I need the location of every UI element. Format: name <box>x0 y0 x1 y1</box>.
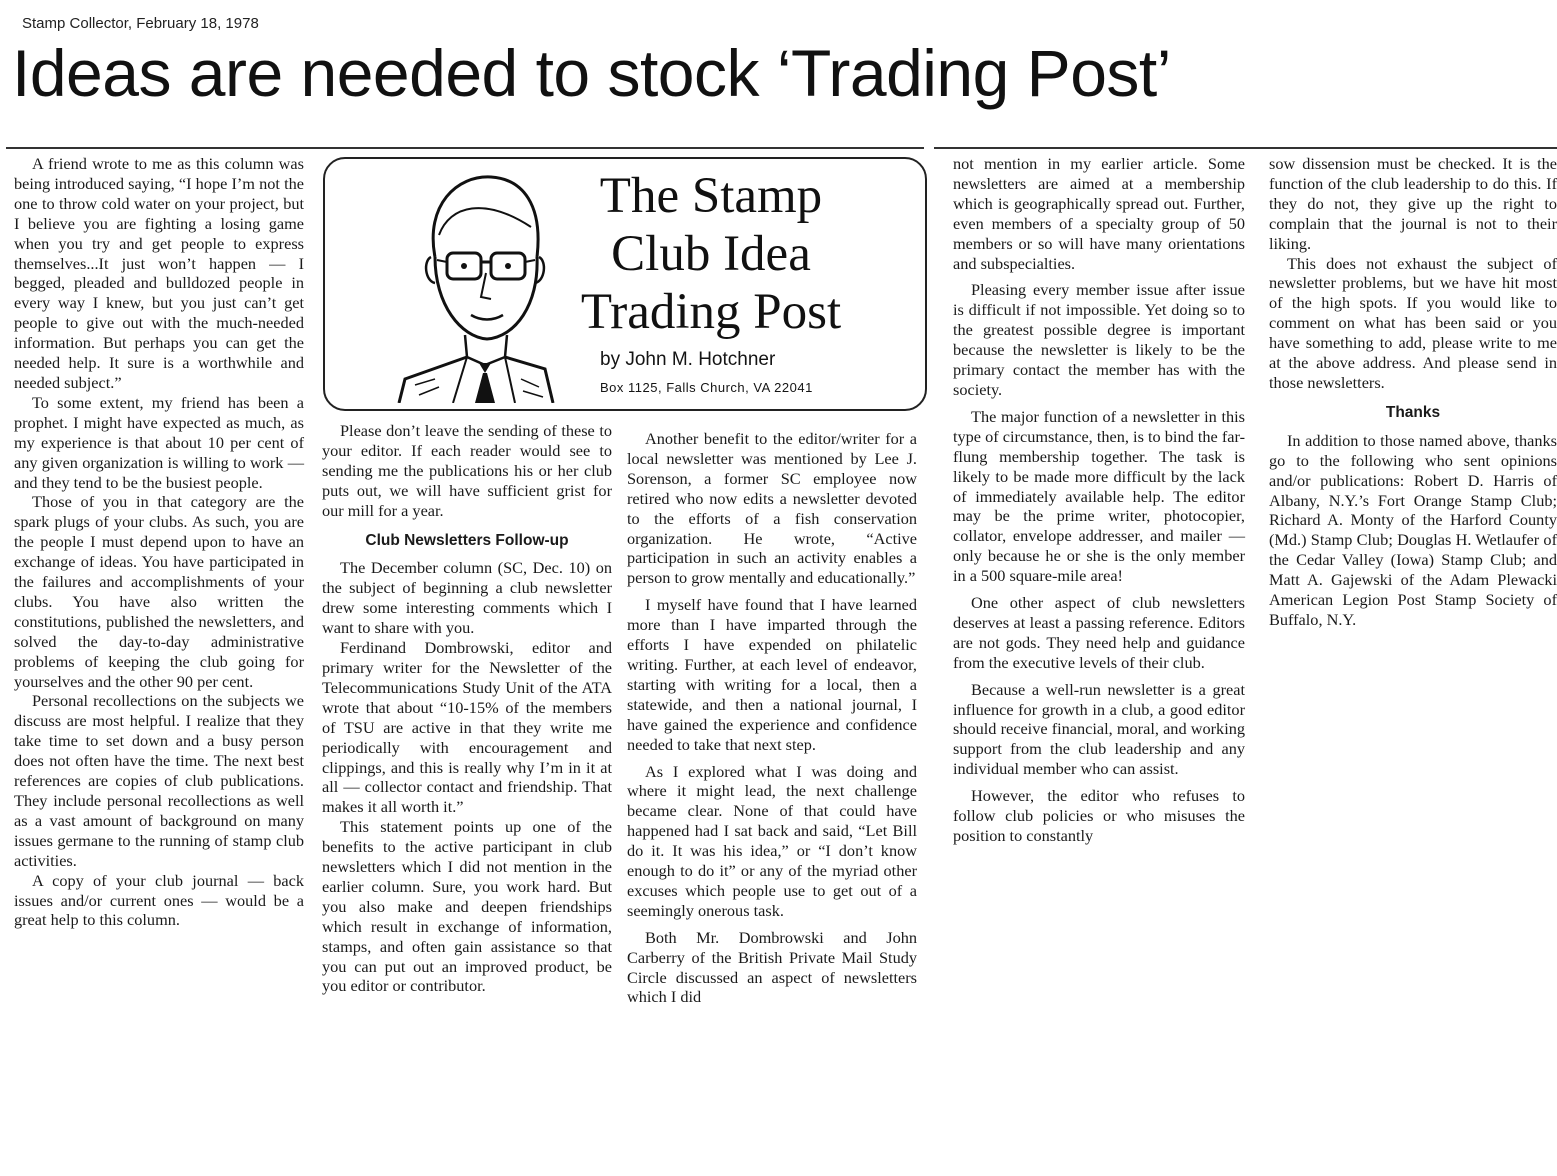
article-column-2 <box>322 421 612 996</box>
article-column-4 <box>953 154 1245 846</box>
column-title-line: The Stamp <box>599 168 823 224</box>
paragraph: Another benefit to the editor/writer for a local newsletter was mentioned by Lee J. Sorenson, a former SC employee now retired who now edits a newsletter devoted to the efforts of a fish conservation organization. He wrote, “Active participation in such an activity enables a person to grow mentally and educationally.” <box>627 429 917 588</box>
paragraph: As I explored what I was doing and where it might lead, the next challenge became clear. None of that could have happened had I sat back and said, “Let Bill do it. It was his idea,” or “I don’t know enough to do it” or any of the myriad other excuses which people use to get out of a seemingly onerous task. <box>627 761 917 920</box>
section-heading: Club Newsletters Follow-up <box>365 531 569 549</box>
thanks-heading: Thanks <box>1385 403 1441 421</box>
article-column-1 <box>14 154 304 930</box>
paragraph: This does not exhaust the subject of newsletter problems, but we have hit most of the high spots. If you would like to comment on what has been said or you have something to add, please write to me at the above address. And please send in those newsletters. <box>1269 253 1557 392</box>
byline: by John M. Hotchner <box>600 349 776 370</box>
paragraph: The major function of a newsletter in this type of circumstance, then, is to bind the far-flung membership together. The task is likely to be made more difficult by the lack of immediately available help. The editor may be the prime writer, photocopier, collator, envelope addresser, and mailer — only because he or she is the only member in a 500 square-mile area! <box>953 406 1245 586</box>
paragraph: Ferdinand Dombrowski, editor and primary writer for the Newsletter of the Telecommunications Study Unit of the ATA wrote that about “10-15% of the members of TSU are active in that they write me periodically with encouragement and clippings, and this is really why I’m in it at all — collector contact and friendship. That makes it all worth it.” <box>322 638 612 817</box>
column-title-line: Trading Post <box>580 284 842 340</box>
paragraph: To some extent, my friend has been a prophet. I might have expected as much, as my experience is that about 10 per cent of any given organization is willing to work — and they tend to be the busiest people. <box>14 392 304 492</box>
article-column-5 <box>1269 154 1557 630</box>
headline: Ideas are needed to stock ‘Trading Post’ <box>12 36 1171 110</box>
paragraph: A friend wrote to me as this column was being introduced saying, “I hope I’m not the one to throw cold water on your project, but I believe you are fighting a losing game when you try and get people to express themselves...It just won’t happen — I begged, pleaded and bulldozed people in every way I knew, but you just can’t get people to give out with the much-needed information. But perhaps you can get the needed help. It sure is a worthwhile and needed subject.” <box>14 154 304 392</box>
paragraph: The December column (SC, Dec. 10) on the subject of beginning a club newsletter drew some interesting comments which I want to share with you. <box>322 558 612 638</box>
paragraph: Pleasing every member issue after issue is difficult if not impossible. Yet doing so to the greatest possible degree is important because the newsletter is likely to be the primary contact the member has with the society. <box>953 280 1245 399</box>
author-portrait-illustration <box>395 165 555 403</box>
article-column-3 <box>627 429 917 1007</box>
column-title <box>561 167 861 341</box>
top-rule-right <box>934 147 1557 149</box>
dateline: Stamp Collector, February 18, 1978 <box>22 15 259 32</box>
paragraph: sow dissension must be checked. It is the function of the club leadership to do this. If they do not, they give up the right to complain that the journal is not to their liking. <box>1269 154 1557 253</box>
paragraph: In addition to those named above, thanks go to the following who sent opinions and/or publications: Robert D. Harris of Albany, N.Y.’s Fort Orange Stamp Club; Richard A. Monty of the Harford County (Md.) Stamp Club; Douglas H. Wetlaufer of the Cedar Valley (Iowa) Stamp Club; and Matt A. Gajewski of the Adam Plewacki American Legion Post Stamp Society of Buffalo, N.Y. <box>1269 430 1557 629</box>
paragraph: A copy of your club journal — back issues and/or current ones — would be a great help to this column. <box>14 870 304 930</box>
paragraph: Those of you in that category are the spark plugs of your clubs. As such, you are the people I must depend upon to have an exchange of ideas. You have participated in the failures and accomplishments of your clubs. You have also written the constitutions, published the newsletters, and solved the day-to-day administrative problems of keeping the club going for yourselves and the other 90 per cent. <box>14 492 304 691</box>
author-address: Box 1125, Falls Church, VA 22041 <box>600 380 813 395</box>
paragraph: Because a well-run newsletter is a great influence for growth in a club, a good editor should receive financial, moral, and working support from the club leadership and any individual member who can assist. <box>953 679 1245 779</box>
column-title-line: Club Idea <box>611 226 811 282</box>
paragraph: Both Mr. Dombrowski and John Carberry of the British Private Mail Study Circle discussed an aspect of newsletters which I did <box>627 927 917 1007</box>
paragraph: I myself have found that I have learned more than I have imparted through the efforts I have expended on philatelic writing. Further, at each level of endeavor, starting with writing for a local, then a statewide, and then a national journal, I have gained the experience and confidence needed to take that next step. <box>627 595 917 754</box>
paragraph: not mention in my earlier article. Some newsletters are aimed at a membership which is geographically spread out. Further, even members of a specialty group of 50 members or so will have many orientations and subspecialties. <box>953 154 1245 273</box>
paragraph: Personal recollections on the subjects we discuss are most helpful. I realize that they take time to set down and a busy person does not often have the time. The next best references are copies of club publications. They include personal recollections as well as a vast amount of background on many issues germane to the running of stamp club activities. <box>14 691 304 870</box>
paragraph: However, the editor who refuses to follow club policies or who misuses the position to constantly <box>953 786 1245 845</box>
paragraph: This statement points up one of the benefits to the active participant in club newsletters which I did not mention in the earlier column. Sure, you work hard. But you also make and deepen friendships which result in exchange of information, stamps, and often gain assistance so that you can put out an improved product, be you editor or contributor. <box>322 817 612 996</box>
paragraph: One other aspect of club newsletters deserves at least a passing reference. Editors are not gods. They need help and guidance from the executive levels of their club. <box>953 593 1245 672</box>
paragraph: Please don’t leave the sending of these to your editor. If each reader would see to sending me the publications his or her club puts out, we will have sufficient grist for our mill for a year. <box>322 421 612 520</box>
column-logo-box <box>323 157 927 411</box>
top-rule-left <box>6 147 924 149</box>
